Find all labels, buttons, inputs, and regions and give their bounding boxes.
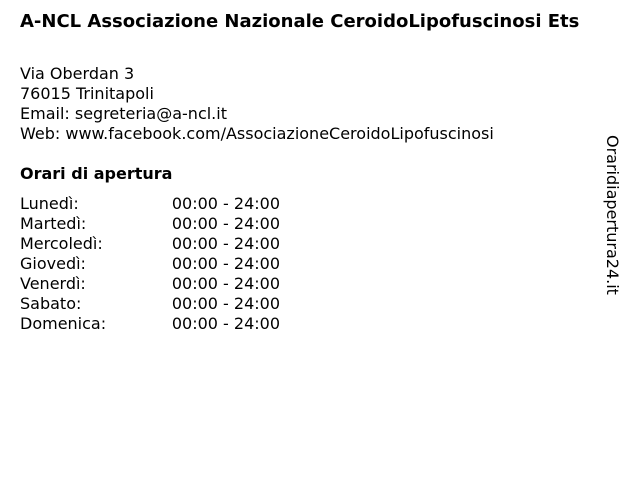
time-range: 00:00 - 24:00	[171, 214, 280, 233]
hours-row-friday	[20, 274, 280, 294]
web-line: Web: www.facebook.com/AssociazioneCeroidoLipofuscinosi	[20, 124, 494, 143]
hours-row-monday	[20, 194, 280, 214]
time-range: 00:00 - 24:00	[171, 314, 280, 333]
hours-row-wednesday	[20, 234, 280, 254]
address-block	[20, 64, 494, 144]
time-range: 00:00 - 24:00	[171, 294, 280, 313]
time-range: 00:00 - 24:00	[171, 254, 280, 273]
opening-hours-heading: Orari di apertura	[20, 164, 173, 183]
street-address: Via Oberdan 3	[20, 64, 135, 83]
hours-row-sunday	[20, 314, 280, 334]
opening-hours-table	[20, 194, 280, 334]
time-range: 00:00 - 24:00	[171, 194, 280, 213]
email-line: Email: segreteria@a-ncl.it	[20, 104, 227, 123]
hours-row-saturday	[20, 294, 280, 314]
day-label: Martedì:	[20, 214, 87, 233]
hours-row-thursday	[20, 254, 280, 274]
day-label: Domenica:	[20, 314, 107, 333]
time-range: 00:00 - 24:00	[171, 274, 280, 293]
day-label: Mercoledì:	[20, 234, 103, 253]
time-range: 00:00 - 24:00	[171, 234, 280, 253]
day-label: Sabato:	[20, 294, 82, 313]
hours-row-tuesday	[20, 214, 280, 234]
city-address: 76015 Trinitapoli	[20, 84, 154, 103]
site-watermark: Oraridiapertura24.it	[603, 135, 622, 295]
day-label: Venerdì:	[20, 274, 86, 293]
day-label: Giovedì:	[20, 254, 86, 273]
day-label: Lunedì:	[20, 194, 79, 213]
business-name: A-NCL Associazione Nazionale CeroidoLipofuscinosi Ets	[20, 11, 580, 32]
